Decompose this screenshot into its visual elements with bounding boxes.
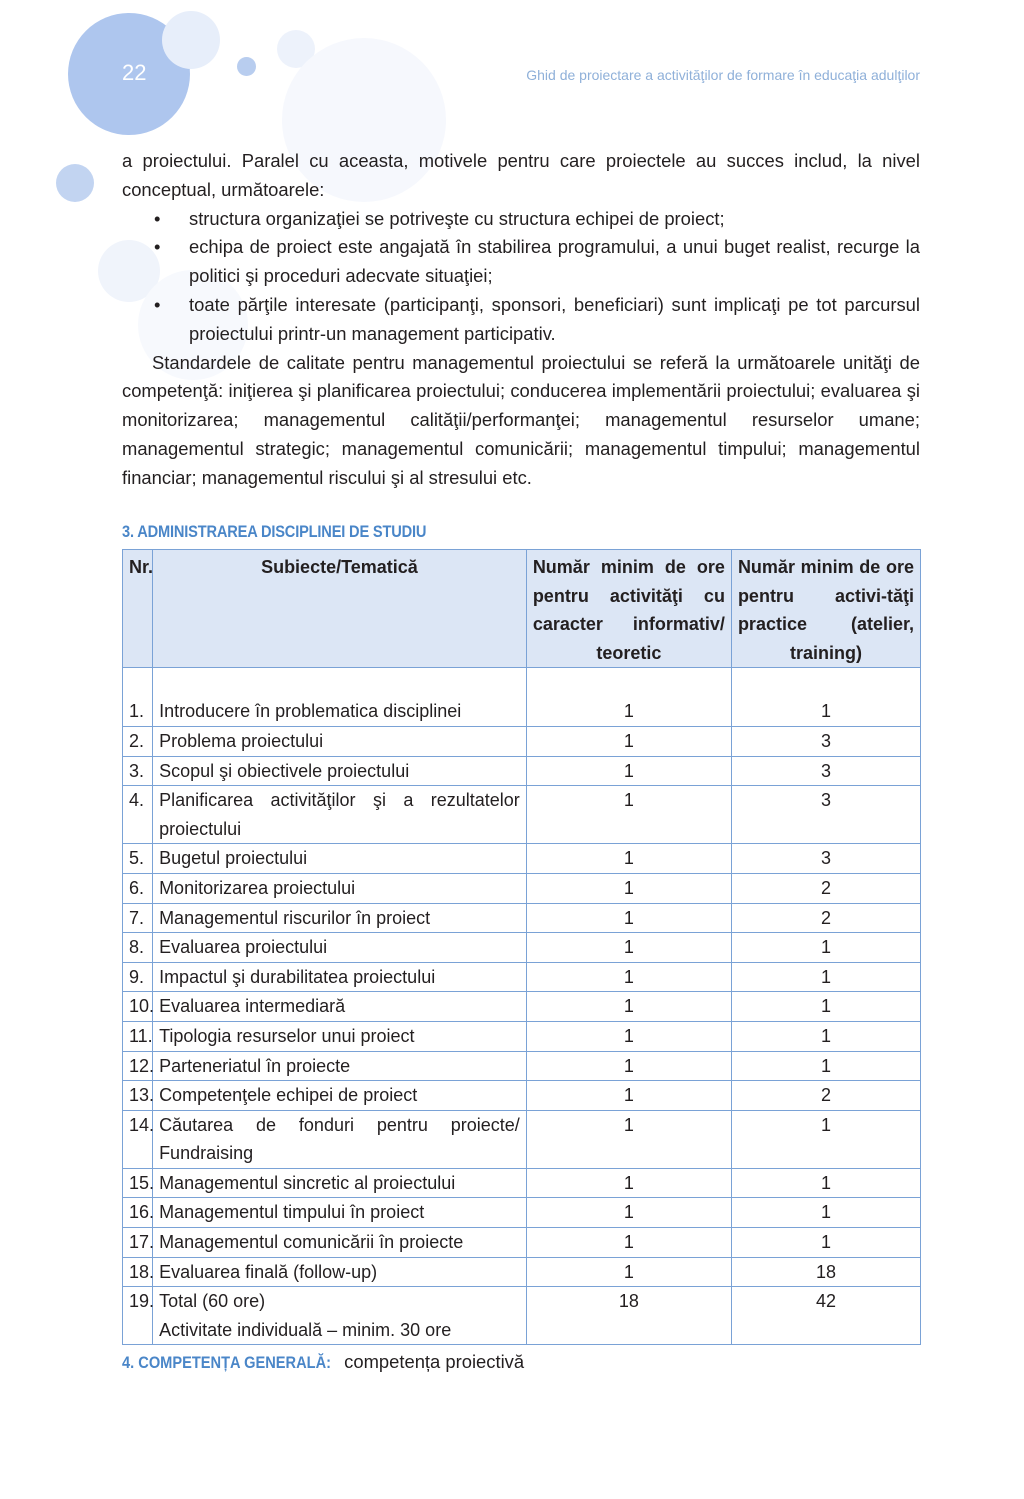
row-subject: Managementul comunicării în proiecte (153, 1228, 527, 1258)
decorative-bubble-left (56, 164, 94, 202)
row-theory-hours: 1 (526, 1257, 731, 1287)
decorative-bubble-dot (237, 57, 256, 76)
row-number: 6. (123, 873, 153, 903)
table-row (123, 1198, 921, 1228)
table-row (123, 1051, 921, 1081)
table-row (123, 1257, 921, 1287)
individual-activity-label: Activitate individuală – minim. 30 ore (159, 1319, 452, 1340)
table-row (123, 962, 921, 992)
table-row (123, 1228, 921, 1258)
row-number: 9. (123, 962, 153, 992)
row-number: 16. (123, 1198, 153, 1228)
row-subject: Evaluarea finală (follow-up) (153, 1257, 527, 1287)
row-theory-hours: 1 (526, 756, 731, 786)
row-practice-hours: 2 (731, 873, 920, 903)
row-practice-hours: 1 (731, 1198, 920, 1228)
row-subject: Planificarea activităţilor şi a rezultatelor proiectului (153, 786, 527, 844)
row-theory-hours: 1 (526, 1228, 731, 1258)
table-row-total (123, 1287, 921, 1345)
row-theory-hours: 1 (526, 933, 731, 963)
table-row (123, 1110, 921, 1168)
table-row (123, 844, 921, 874)
row-subject: Evaluarea intermediară (153, 992, 527, 1022)
row-practice-hours: 42 (731, 1287, 920, 1345)
bullet-icon: • (154, 207, 161, 229)
row-practice-hours: 1 (731, 1021, 920, 1051)
table-header-row (123, 550, 921, 668)
running-header: Ghid de proiectare a activităţilor de formare în educaţia adulţilor (526, 67, 920, 83)
bullet-icon: • (154, 293, 161, 315)
row-theory-hours: 1 (526, 1110, 731, 1168)
row-practice-hours: 18 (731, 1257, 920, 1287)
table-row (123, 933, 921, 963)
row-theory-hours: 1 (526, 1081, 731, 1111)
page-number: 22 (122, 60, 147, 85)
row-subject: Parteneriatul în proiecte (153, 1051, 527, 1081)
list-item: • structura organizaţiei se potriveşte cu structura echipei de proiect; (122, 205, 920, 234)
row-subject (153, 1287, 527, 1345)
row-number: 7. (123, 903, 153, 933)
column-header-nr: Nr. (123, 550, 153, 668)
row-subject: Managementul riscurilor în proiect (153, 903, 527, 933)
column-header-subject: Subiecte/Tematică (153, 550, 527, 668)
row-theory-hours: 1 (526, 1198, 731, 1228)
row-theory-hours: 1 (526, 1051, 731, 1081)
list-item: • toate părţile interesate (participanţi, sponsori, beneficiari) sunt implicaţi pe tot parcursul proiectului printr-un management participativ. (122, 291, 920, 349)
row-subject: Managementul sincretic al proiectului (153, 1168, 527, 1198)
table-row (123, 873, 921, 903)
row-practice-hours: 1 (731, 933, 920, 963)
row-subject: Introducere în problematica disciplinei (153, 668, 527, 727)
row-number: 2. (123, 726, 153, 756)
column-header-practice-hours: Număr minim de ore pentru activi-tăţi practice (atelier, training) (731, 550, 920, 668)
row-number: 15. (123, 1168, 153, 1198)
row-theory-hours: 1 (526, 1021, 731, 1051)
row-number: 1. (123, 668, 153, 727)
table-row (123, 1021, 921, 1051)
table-row (123, 786, 921, 844)
row-theory-hours: 1 (526, 844, 731, 874)
table-row (123, 756, 921, 786)
row-number: 12. (123, 1051, 153, 1081)
row-subject: Managementul timpului în proiect (153, 1198, 527, 1228)
row-practice-hours: 1 (731, 1110, 920, 1168)
section-4-line (122, 1351, 524, 1373)
body-text (122, 147, 920, 493)
row-number: 5. (123, 844, 153, 874)
table-body (123, 668, 921, 1345)
row-number: 3. (123, 756, 153, 786)
general-competence-value: competența proiectivă (344, 1351, 525, 1372)
intro-paragraph: a proiectului. Paralel cu aceasta, motivele pentru care proiectele au succes includ, la nivel conceptual, următoarele: (122, 150, 920, 200)
row-theory-hours: 1 (526, 668, 731, 727)
row-number: 13. (123, 1081, 153, 1111)
row-practice-hours: 1 (731, 668, 920, 727)
table-row (123, 726, 921, 756)
section-3-heading: 3. ADMINISTRAREA DISCIPLINEI DE STUDIU (122, 522, 427, 541)
table-row (123, 903, 921, 933)
decorative-bubble-top (162, 11, 220, 69)
row-number: 17. (123, 1228, 153, 1258)
row-theory-hours: 1 (526, 962, 731, 992)
row-practice-hours: 2 (731, 1081, 920, 1111)
row-subject: Evaluarea proiectului (153, 933, 527, 963)
row-practice-hours: 2 (731, 903, 920, 933)
row-subject: Scopul şi obiectivele proiectului (153, 756, 527, 786)
standards-paragraph: Standardele de calitate pentru managementul proiectului se referă la următoarele unităţi de competenţă: iniţierea şi planificarea proiectului; conducerea implementării proiectului; evaluarea şi monitorizarea; managementul calităţii/performanţei; managementul resurselor umane; managementul strategic; managementul comunicării; managementul timpului; managementul financiar; managementul riscului şi al stresului etc. (122, 351, 920, 488)
row-theory-hours: 1 (526, 992, 731, 1022)
row-practice-hours: 1 (731, 992, 920, 1022)
row-subject: Căutarea de fonduri pentru proiecte/ Fundraising (153, 1110, 527, 1168)
row-subject: Bugetul proiectului (153, 844, 527, 874)
row-practice-hours: 1 (731, 1228, 920, 1258)
success-factors-list (122, 205, 920, 349)
row-theory-hours: 1 (526, 903, 731, 933)
row-subject: Problema proiectului (153, 726, 527, 756)
row-subject: Impactul şi durabilitatea proiectului (153, 962, 527, 992)
column-header-theory-hours: Număr minim de ore pentru activităţi cu caracter informativ/ teoretic (526, 550, 731, 668)
row-practice-hours: 1 (731, 1051, 920, 1081)
row-theory-hours: 18 (526, 1287, 731, 1345)
row-subject: Tipologia resurselor unui proiect (153, 1021, 527, 1051)
row-subject: Monitorizarea proiectului (153, 873, 527, 903)
syllabus-table (122, 549, 921, 1345)
row-practice-hours: 3 (731, 786, 920, 844)
row-number: 14. (123, 1110, 153, 1168)
row-number: 19. (123, 1287, 153, 1345)
total-hours-label: Total (60 ore) (159, 1291, 266, 1312)
list-item: • echipa de proiect este angajată în stabilirea programului, a unui buget realist, recurge la politici şi proceduri adecvate situaţiei; (122, 233, 920, 291)
table-row (123, 668, 921, 727)
row-practice-hours: 3 (731, 726, 920, 756)
bullet-icon: • (154, 236, 161, 258)
row-theory-hours: 1 (526, 726, 731, 756)
row-theory-hours: 1 (526, 873, 731, 903)
row-practice-hours: 3 (731, 756, 920, 786)
table-row (123, 1168, 921, 1198)
row-number: 11. (123, 1021, 153, 1051)
table-row (123, 1081, 921, 1111)
row-practice-hours: 1 (731, 1168, 920, 1198)
section-4-heading: 4. COMPETENȚA GENERALĂ: (122, 1353, 332, 1372)
row-number: 18. (123, 1257, 153, 1287)
row-theory-hours: 1 (526, 786, 731, 844)
row-number: 8. (123, 933, 153, 963)
row-subject: Competenţele echipei de proiect (153, 1081, 527, 1111)
row-practice-hours: 1 (731, 962, 920, 992)
row-theory-hours: 1 (526, 1168, 731, 1198)
table-row (123, 992, 921, 1022)
row-practice-hours: 3 (731, 844, 920, 874)
row-number: 4. (123, 786, 153, 844)
row-number: 10. (123, 992, 153, 1022)
